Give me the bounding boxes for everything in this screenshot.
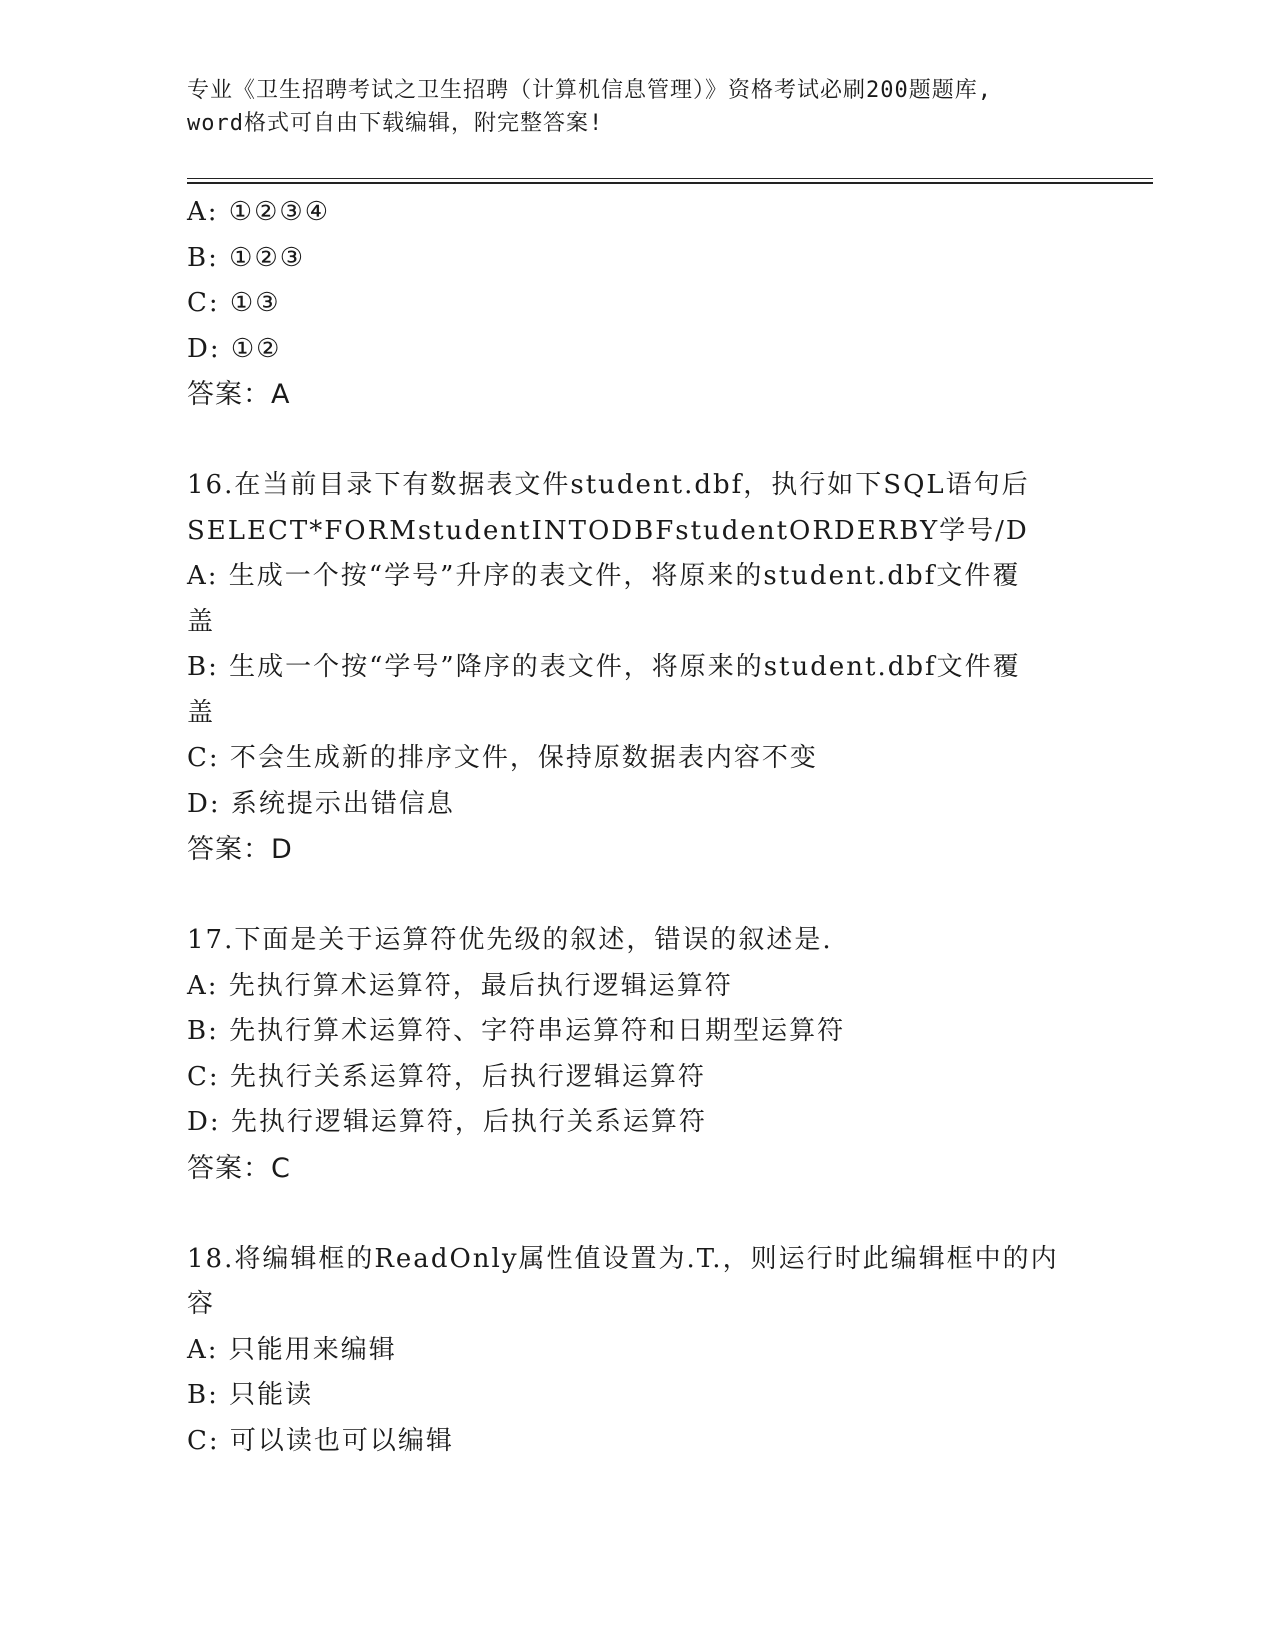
option-d: D: 系统提示出错信息 xyxy=(187,788,455,819)
option-a: A: 先执行算术运算符，最后执行逻辑运算符 xyxy=(187,970,733,1001)
option-c: C: 可以读也可以编辑 xyxy=(187,1425,454,1456)
document-header xyxy=(187,74,1087,140)
spacer xyxy=(187,1191,1087,1237)
question-16 xyxy=(187,463,1087,873)
spacer xyxy=(187,873,1087,919)
option-b: B: ①②③ xyxy=(187,242,306,273)
question-stem: 16.在当前目录下有数据表文件student.dbf，执行如下SQL语句后 xyxy=(187,470,1030,500)
header-divider-thick xyxy=(187,182,1153,184)
option-b: B: 生成一个按“学号”降序的表文件，将原来的student.dbf文件覆 xyxy=(187,652,1021,682)
option-a: A: 只能用来编辑 xyxy=(187,1334,397,1365)
question-stem-continued: SELECT*FORMstudentINTODBFstudentORDERBY学号/D xyxy=(187,515,1029,546)
answer: 答案：C xyxy=(187,1152,291,1184)
answer: 答案：D xyxy=(187,834,293,865)
question-17 xyxy=(187,918,1087,1191)
question-stem: 17.下面是关于运算符优先级的叙述，错误的叙述是. xyxy=(187,925,833,955)
option-c: C: 先执行关系运算符，后执行逻辑运算符 xyxy=(187,1061,706,1092)
option-d: D: 先执行逻辑运算符，后执行关系运算符 xyxy=(187,1107,707,1137)
header-divider-thin xyxy=(187,178,1153,179)
spacer xyxy=(187,418,1087,464)
option-b: B: 先执行算术运算符、字符串运算符和日期型运算符 xyxy=(187,1016,846,1046)
option-c: C: 不会生成新的排序文件，保持原数据表内容不变 xyxy=(187,743,818,773)
answer: 答案：A xyxy=(187,379,291,410)
question-18 xyxy=(187,1237,1087,1465)
question-stem-continued: 容 xyxy=(187,1289,216,1319)
header-title-line1: 专业《卫生招聘考试之卫生招聘（计算机信息管理）》资格考试必刷200题题库, xyxy=(187,78,992,103)
option-a: A: ①②③④ xyxy=(187,197,331,227)
option-a-continued: 盖 xyxy=(187,606,216,637)
question-15 xyxy=(187,190,1087,418)
option-b: B: 只能读 xyxy=(187,1380,314,1410)
question-list xyxy=(187,190,1087,1464)
option-d: D: ①② xyxy=(187,333,282,364)
option-a: A: 生成一个按“学号”升序的表文件，将原来的student.dbf文件覆 xyxy=(187,561,1021,591)
question-stem: 18.将编辑框的ReadOnly属性值设置为.T.，则运行时此编辑框中的内 xyxy=(187,1243,1059,1274)
option-c: C: ①③ xyxy=(187,288,281,318)
header-title-line2: word格式可自由下载编辑，附完整答案! xyxy=(187,111,604,136)
option-b-continued: 盖 xyxy=(187,697,216,728)
